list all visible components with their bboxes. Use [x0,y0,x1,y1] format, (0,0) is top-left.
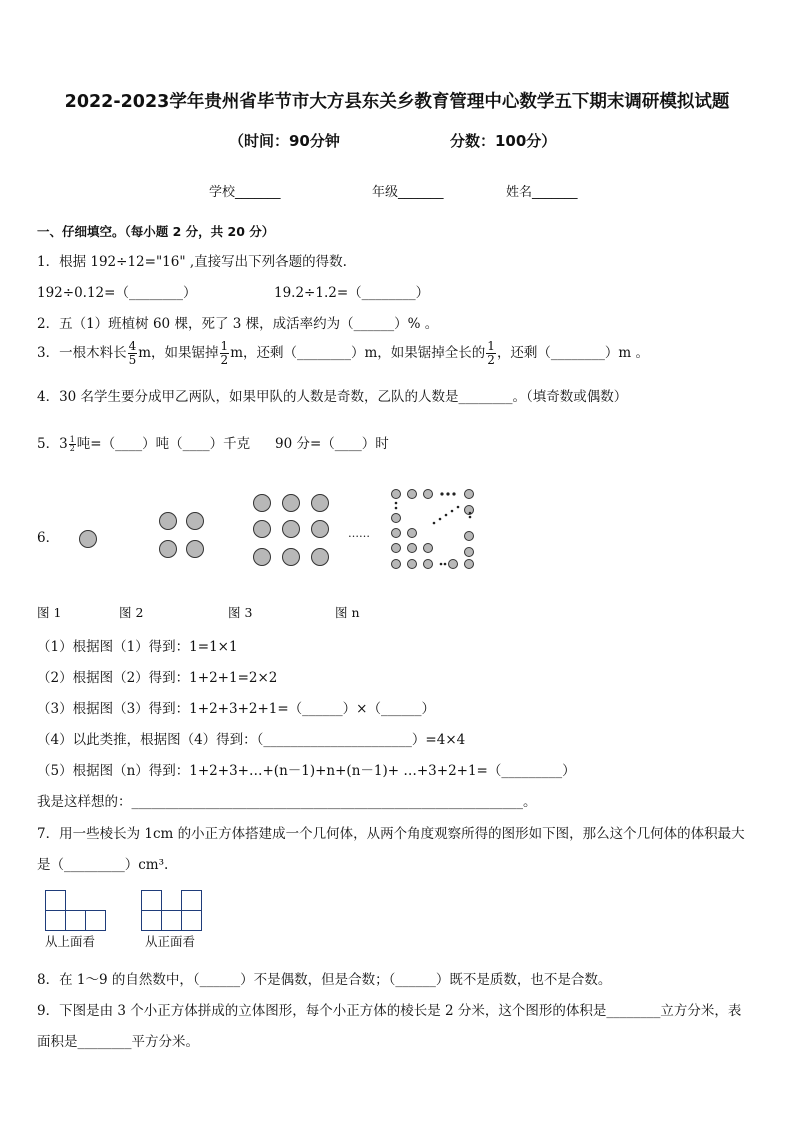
question-9-line1: 9．下图是由 3 个小正方体拼成的立体图形，每个小正方体的棱长是 2 分米，这个图形的体积是________立方分米，表 [37,1003,742,1019]
dot [282,494,300,512]
question-1: 1．根据 192÷12="16" ,直接写出下列各题的得数. [37,254,347,270]
fraction-denominator: 2 [487,353,495,367]
grade-field: 年级_______ [372,185,444,200]
dot [159,512,177,530]
name-field: 姓名_______ [506,185,578,200]
dot [186,512,204,530]
cube-square [45,910,66,931]
q3-part3: m，还剩（________）m，如果锯掉全长的 [230,345,486,361]
fraction-numerator: 4 [128,339,137,353]
cube-square [181,890,202,911]
figure-label-3: 图 3 [228,605,253,620]
cube-square [45,890,66,911]
cube-square [85,910,106,931]
cube-square [181,910,202,931]
figure-label-2: 图 2 [119,605,144,620]
fraction-denominator: 5 [128,353,137,367]
fraction-numerator: 1 [487,339,495,353]
fraction-numerator: 1 [69,435,75,444]
cube-square [141,910,162,931]
fraction-denominator: 2 [220,353,229,367]
exam-title: 2022-2023学年贵州省毕节市大方县东关乡教育管理中心数学五下期末调研模拟试题 [64,92,730,112]
dot [253,494,271,512]
question-3 [37,340,649,367]
fraction-4-5 [128,340,138,367]
dot [311,494,329,512]
fraction-1-2 [220,340,230,367]
question-7-line2: 是（_________）cm³. [37,857,169,873]
dot [282,520,300,538]
question-1a: 192÷0.12=（________） [37,285,197,301]
school-field: 学校_______ [209,185,281,200]
dot [79,530,97,548]
question-7-line1: 7．用一些棱长为 1cm 的小正方体搭建成一个几何体，从两个角度观察所得的图形如下图，那么这个几何体的体积最大 [37,826,745,842]
dot [159,540,177,558]
exam-time: （时间：90分钟 [229,132,340,150]
figure-ellipsis: …… [348,527,370,540]
cube-square [141,890,162,911]
continuation-dots-icon [380,480,490,575]
q5-part1: 5．3 [37,436,68,452]
top-view-label: 从上面看 [45,934,96,949]
cube-square [65,910,86,931]
dot [311,548,329,566]
question-8: 8．在 1～9 的自然数中，（______）不是偶数，但是合数；（______）既不是质数，也不是合数。 [37,972,612,988]
question-2: 2．五（1）班植树 60 棵，死了 3 棵，成活率约为（______）% 。 [37,316,439,332]
exam-score: 分数：100分） [450,132,557,150]
dot [311,520,329,538]
front-view-label: 从正面看 [145,934,196,949]
q3-part4: ，还剩（________）m 。 [496,345,650,361]
dot [282,548,300,566]
q6-line-5: （5）根据图（n）得到：1+2+3+…+(n－1)+n+(n－1)+ …+3+2+1=（_________） [37,763,576,779]
question-5 [37,432,250,453]
dot [186,540,204,558]
question-4: 4．30 名学生要分成甲乙两队，如果甲队的人数是奇数，乙队的人数是________。（填奇数或偶数） [37,389,628,405]
figure-label-1: 图 1 [37,605,62,620]
question-9-line2: 面积是________平方分米。 [37,1034,199,1050]
q6-think: 我是这样想的：__________________________________________________________。 [37,794,537,810]
question-6-number: 6． [37,530,60,546]
dot [253,520,271,538]
q6-line-4: （4）以此类推，根据图（4）得到：（______________________）=4×4 [37,732,466,748]
fraction-numerator: 1 [220,339,229,353]
cube-square [161,910,182,931]
q6-line-2: （2）根据图（2）得到：1+2+1=2×2 [37,670,278,686]
q3-part2: m，如果锯掉 [138,345,219,361]
q5-part2: 吨=（____）吨（____）千克 [76,436,251,452]
q3-part1: 3．一根木料长 [37,345,127,361]
q6-line-3: （3）根据图（3）得到：1+2+3+2+1=（______）×（______） [37,701,435,717]
fraction-half [69,436,76,453]
question-5b: 90 分=（____）时 [275,436,389,452]
dot [253,548,271,566]
fraction-1-2b [486,340,496,367]
figure-label-n: 图 n [335,605,360,620]
q6-line-1: （1）根据图（1）得到：1=1×1 [37,639,238,655]
fraction-denominator: 2 [69,444,75,453]
section-heading: 一、仔细填空。（每小题 2 分，共 20 分） [37,224,275,239]
question-1b: 19.2÷1.2=（________） [274,285,430,301]
